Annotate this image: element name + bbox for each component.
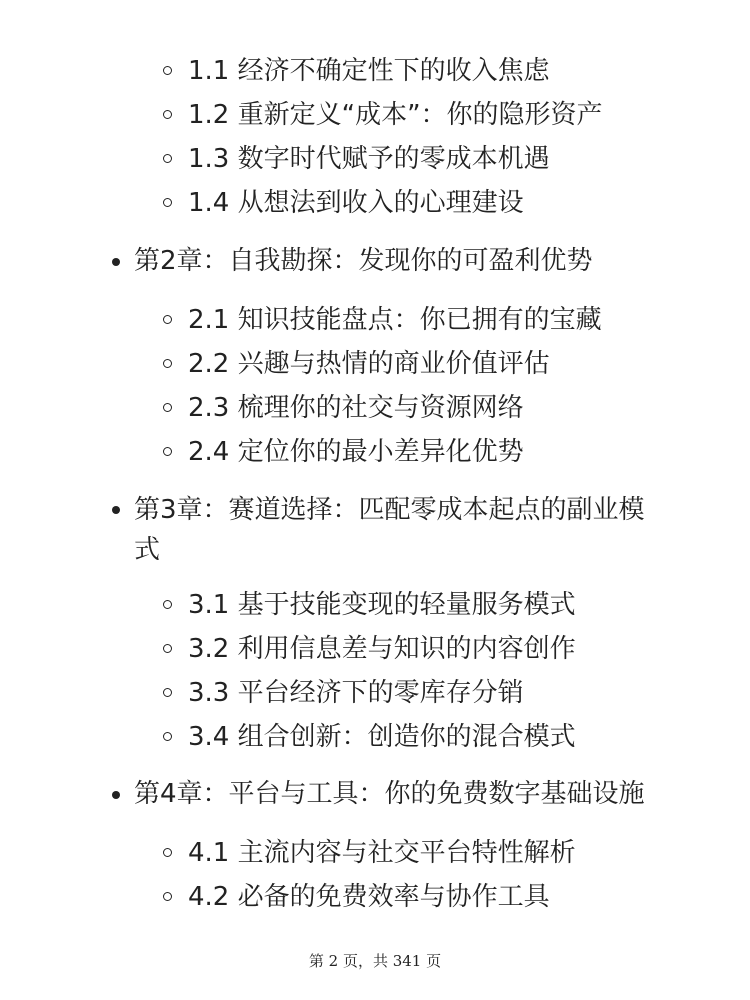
circle-bullet-icon <box>163 644 172 653</box>
circle-bullet-icon <box>163 66 172 75</box>
toc-section-2-2: 2.2 兴趣与热情的商业价值评估 <box>188 349 550 379</box>
circle-bullet-icon <box>163 198 172 207</box>
circle-bullet-icon <box>163 403 172 412</box>
toc-section-3-3: 3.3 平台经济下的零库存分销 <box>188 678 524 708</box>
circle-bullet-icon <box>163 315 172 324</box>
disc-bullet-icon <box>112 506 120 514</box>
toc-section-1-3: 1.3 数字时代赋予的零成本机遇 <box>188 144 550 174</box>
circle-bullet-icon <box>163 732 172 741</box>
circle-bullet-icon <box>163 359 172 368</box>
circle-bullet-icon <box>163 892 172 901</box>
toc-section-4-1: 4.1 主流内容与社交平台特性解析 <box>188 838 576 868</box>
toc-chapter-4-title: 第4章：平台与工具：你的免费数字基础设施 <box>134 779 645 809</box>
circle-bullet-icon <box>163 154 172 163</box>
toc-section-1-2: 1.2 重新定义“成本”：你的隐形资产 <box>188 100 603 130</box>
toc-section-2-1: 2.1 知识技能盘点：你已拥有的宝藏 <box>188 305 602 335</box>
page-number-footer: 第 2 页，共 341 页 <box>308 952 442 970</box>
circle-bullet-icon <box>163 447 172 456</box>
toc-chapter-3-title: 第3章：赛道选择：匹配零成本起点的副业模式 <box>134 495 645 565</box>
toc-section-3-1: 3.1 基于技能变现的轻量服务模式 <box>188 590 576 620</box>
toc-section-2-3: 2.3 梳理你的社交与资源网络 <box>188 393 524 423</box>
disc-bullet-icon <box>112 258 120 266</box>
toc-section-1-1: 1.1 经济不确定性下的收入焦虑 <box>188 56 550 86</box>
toc-section-2-4: 2.4 定位你的最小差异化优势 <box>188 437 524 467</box>
toc-section-3-2: 3.2 利用信息差与知识的内容创作 <box>188 634 576 664</box>
circle-bullet-icon <box>163 848 172 857</box>
circle-bullet-icon <box>163 688 172 697</box>
toc-section-3-4: 3.4 组合创新：创造你的混合模式 <box>188 722 576 752</box>
toc-section-4-2: 4.2 必备的免费效率与协作工具 <box>188 882 550 912</box>
circle-bullet-icon <box>163 110 172 119</box>
disc-bullet-icon <box>112 791 120 799</box>
toc-chapter-2-title: 第2章：自我勘探：发现你的可盈利优势 <box>134 246 593 276</box>
circle-bullet-icon <box>163 600 172 609</box>
toc-section-1-4: 1.4 从想法到收入的心理建设 <box>188 188 524 218</box>
